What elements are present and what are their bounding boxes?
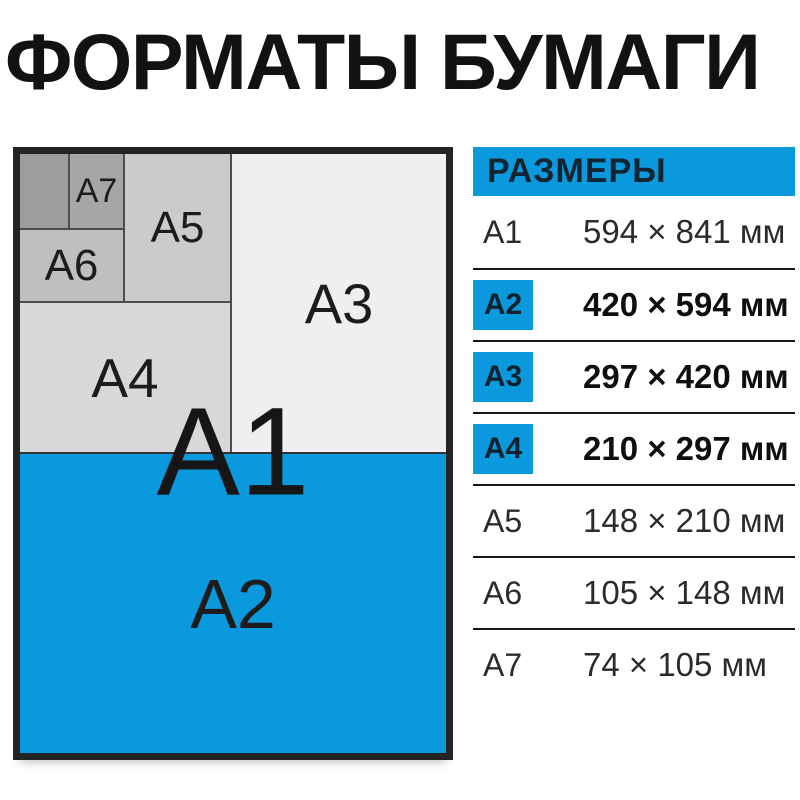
row-value: 74 × 105 мм	[583, 646, 767, 683]
sizes-table-header-label: РАЗМЕРЫ	[487, 152, 667, 190]
diagram-cell-a2	[20, 452, 446, 753]
row-value: 297 × 420 мм	[583, 358, 789, 395]
table-row-a3	[473, 340, 795, 412]
row-label: A7	[483, 646, 523, 683]
paper-formats-diagram	[13, 147, 453, 760]
diagram-cell-a4	[20, 301, 230, 452]
row-value: 210 × 297 мм	[583, 430, 789, 467]
row-value: 420 × 594 мм	[583, 286, 789, 323]
row-label	[473, 352, 583, 402]
format-badge: A4	[473, 424, 533, 474]
row-label	[473, 424, 583, 474]
table-row-a7	[473, 628, 795, 700]
diagram-label-a7: A7	[75, 171, 118, 210]
diagram-cell-a5	[123, 154, 230, 301]
diagram-label-a6: A6	[44, 240, 99, 290]
page-title: ФОРМАТЫ БУМАГИ	[5, 17, 760, 106]
table-row-a1	[473, 196, 795, 268]
diagram-cell-a6	[20, 228, 123, 301]
row-value: 105 × 148 мм	[583, 574, 786, 611]
diagram-cell-a7	[68, 154, 123, 228]
table-row-a5	[473, 484, 795, 556]
diagram-label-a4: A4	[91, 346, 159, 409]
diagram-cell-a8-unlabeled	[20, 154, 68, 228]
row-label: A5	[483, 502, 523, 539]
row-value: 594 × 841 мм	[583, 213, 786, 250]
diagram-label-a3: A3	[304, 271, 374, 335]
diagram-label-a2: A2	[190, 564, 276, 643]
row-label	[473, 280, 583, 330]
sizes-table	[473, 147, 795, 700]
table-row-a2	[473, 268, 795, 340]
row-label: A6	[483, 574, 523, 611]
row-label: A1	[483, 213, 523, 250]
sizes-table-header	[473, 147, 795, 196]
diagram-cell-a3	[230, 154, 446, 452]
diagram-label-a5: A5	[150, 202, 205, 252]
table-row-a4	[473, 412, 795, 484]
table-row-a6	[473, 556, 795, 628]
diagram-label-a1: A1	[156, 382, 310, 522]
row-value: 148 × 210 мм	[583, 502, 786, 539]
format-badge: A3	[473, 352, 533, 402]
format-badge: A2	[473, 280, 533, 330]
